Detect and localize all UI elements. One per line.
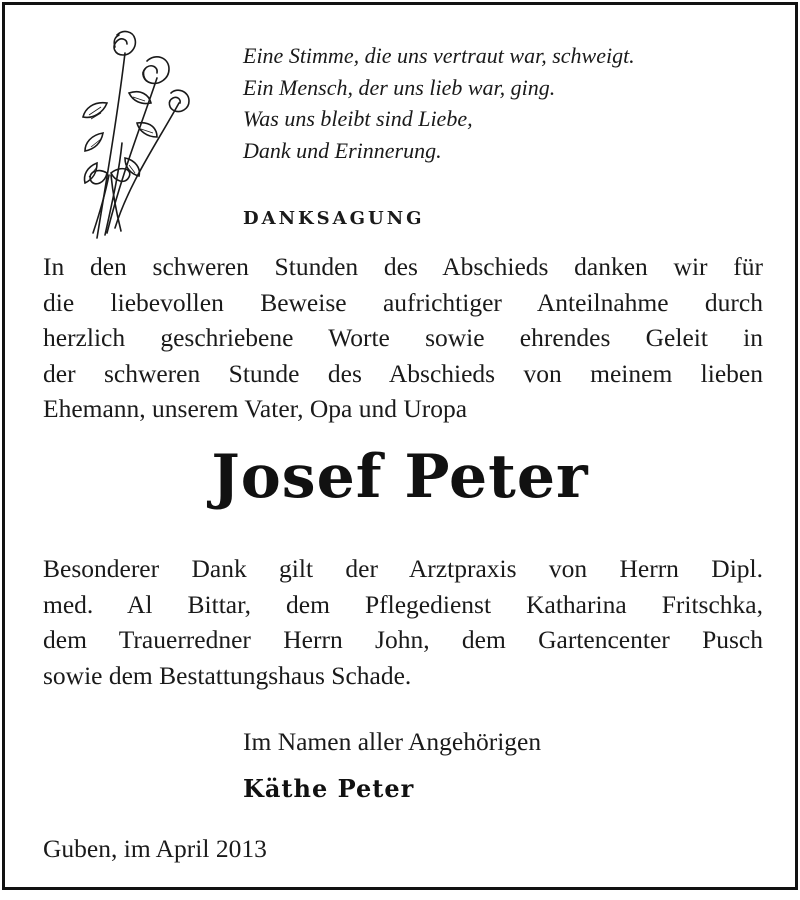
poem-line: Eine Stimme, die uns vertraut war, schweigt. [243,43,635,68]
deceased-name: Josef Peter [211,442,589,512]
text-line: dem Trauerredner Herrn John, dem Gartencenter Pusch [43,625,763,654]
text-line: In den schweren Stunden des Abschieds danken wir für [43,252,763,281]
closing-phrase: Im Namen aller Angehörigen [243,727,542,756]
text-line: Ehemann, unserem Vater, Opa und Uropa [43,394,468,423]
poem-line: Ein Mensch, der uns lieb war, ging. [243,74,556,100]
poem [243,40,783,166]
obituary-notice [2,2,798,890]
text-line: sowie dem Bestattungshaus Schade. [43,660,412,690]
notice-heading: DANKSAGUNG [243,208,425,229]
place-date: Guben, im April 2013 [43,834,267,863]
text-line: der schweren Stunde des Abschieds von meinem lieben [43,358,763,388]
signer-name: Käthe Peter [243,774,415,803]
thanks-paragraph [43,551,763,693]
intro-paragraph [43,249,763,427]
text-line: med. Al Bittar, dem Pflegedienst Katharina Fritschka, [43,589,763,619]
poem-line: Dank und Erinnerung. [243,137,442,163]
roses-bouquet-icon [67,23,197,248]
text-line: die liebevollen Beweise aufrichtiger Anteilnahme durch [43,287,763,317]
poem-line: Was uns bleibt sind Liebe, [243,106,473,131]
text-line: herzlich geschriebene Worte sowie ehrendes Geleit in [43,323,763,352]
text-line: Besonderer Dank gilt der Arztpraxis von Herrn Dipl. [43,554,763,583]
